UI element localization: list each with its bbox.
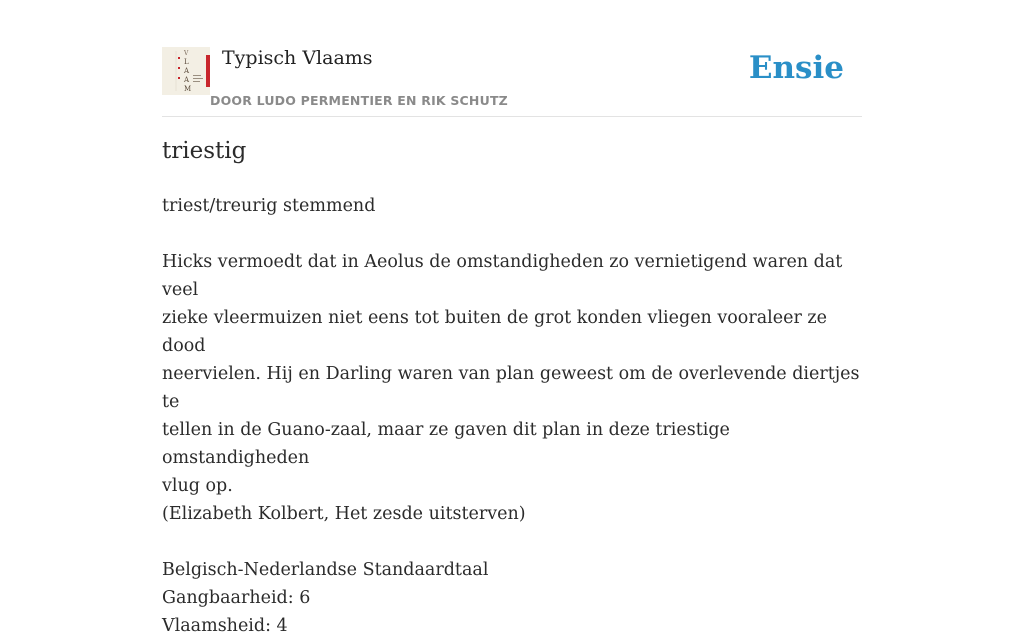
example-line: tellen in de Guano-zaal, maar ze gaven dit plan in deze triestige omstandigheden: [162, 420, 730, 468]
entry-gangbaarheid: Gangbaarheid: 6: [162, 588, 311, 608]
entry-language: Belgisch-Nederlandse Standaardtaal: [162, 560, 489, 580]
svg-text:L: L: [184, 58, 189, 66]
svg-text:M: M: [184, 85, 192, 93]
spacer: [162, 528, 874, 556]
spacer: [162, 220, 874, 248]
entry-word-title: triestig: [162, 138, 247, 164]
svg-text:A: A: [184, 67, 190, 75]
example-source: (Elizabeth Kolbert, Het zesde uitsterven): [162, 504, 526, 524]
example-line: Hicks vermoedt dat in Aeolus de omstandigheden zo vernietigend waren dat veel: [162, 252, 843, 300]
book-cover-logo-icon[interactable]: [162, 47, 210, 95]
example-line: neervielen. Hij en Darling waren van plan geweest om de overlevende diertjes te: [162, 364, 860, 412]
entry-content: [162, 192, 874, 640]
svg-text:V: V: [184, 50, 189, 57]
ensie-brand-link[interactable]: Ensie: [748, 50, 844, 86]
example-line: zieke vleermuizen niet eens tot buiten de grot konden vliegen vooraleer ze dood: [162, 308, 827, 356]
header: [162, 44, 862, 117]
site-title[interactable]: Typisch Vlaams: [222, 47, 373, 69]
svg-text:A: A: [184, 76, 190, 84]
entry-definition: triest/treurig stemmend: [162, 196, 376, 216]
example-line: vlug op.: [162, 476, 233, 496]
entry-vlaamsheid: Vlaamsheid: 4: [162, 616, 288, 636]
byline: DOOR LUDO PERMENTIER EN RIK SCHUTZ: [210, 93, 508, 108]
